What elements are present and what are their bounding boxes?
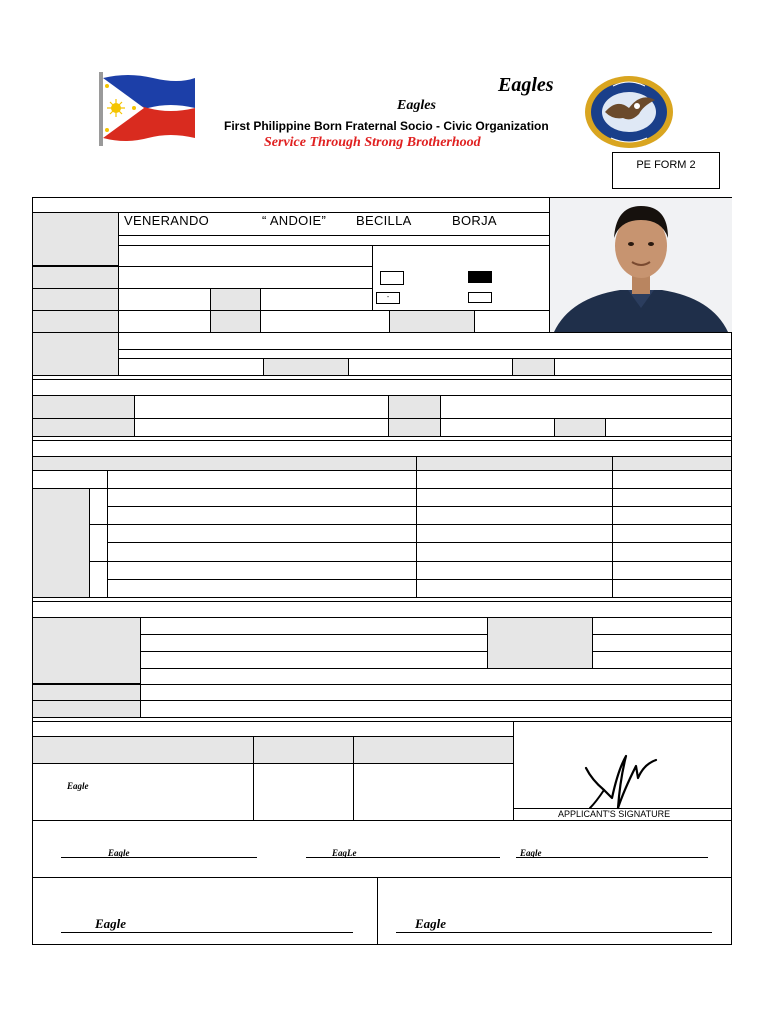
label-sponsor (32, 736, 254, 764)
sponsor-eagle-label: Eagle (67, 781, 89, 791)
education-row[interactable] (107, 470, 732, 489)
label-spouse-occupation (388, 395, 441, 419)
brand-title: Eagles (498, 74, 554, 96)
label-address (32, 266, 119, 289)
section-divider (32, 440, 732, 441)
organization-motto: Service Through Strong Brotherhood (264, 135, 481, 150)
approval-signature-1: Eagle (95, 916, 127, 931)
label-name (32, 212, 119, 266)
middle-name: BECILLA (356, 213, 412, 228)
label-skills (32, 700, 141, 718)
checkbox-male[interactable] (380, 271, 404, 285)
hobbies-field[interactable] (140, 684, 732, 701)
officer-signature-line (61, 857, 257, 858)
address-field[interactable] (118, 245, 373, 267)
brand-subtitle: Eagles (397, 98, 436, 113)
label-spouse-age (554, 418, 606, 437)
label-sponsor-club (253, 736, 354, 764)
last-name: BORJA (452, 213, 497, 228)
office-tel-field[interactable] (348, 358, 513, 376)
signature-caption: APPLICANT'S SIGNATURE (558, 809, 671, 819)
education-level-college (89, 561, 108, 598)
checkbox-female[interactable] (468, 271, 492, 283)
blood-type-field[interactable] (474, 310, 550, 333)
column-divider (416, 470, 417, 598)
address-line-field[interactable] (118, 266, 373, 289)
birthdate-field[interactable] (118, 288, 211, 311)
education-row[interactable] (107, 542, 732, 562)
section-divider (32, 379, 732, 380)
approval-signature-2: Eagle (415, 916, 447, 931)
applicant-photo (549, 198, 732, 333)
label-organization-position (487, 617, 593, 669)
education-row[interactable] (107, 506, 732, 525)
education-row[interactable] (107, 579, 732, 598)
education-row[interactable] (107, 561, 732, 580)
form-code-label: PE FORM 2 (636, 159, 696, 171)
children-field[interactable] (134, 418, 389, 437)
education-row[interactable] (107, 524, 732, 543)
sponsor-club-field[interactable] (253, 763, 354, 821)
organization-name: First Philippine Born Fraternal Socio - Civic Organization (224, 119, 549, 133)
applicant-portrait-icon (550, 198, 732, 332)
applicant-signature-icon (582, 750, 662, 812)
skills-field[interactable] (140, 700, 732, 718)
spouse-occupation-field[interactable] (440, 395, 732, 419)
organization-row[interactable] (140, 634, 488, 652)
spouse-birthdate-field[interactable] (440, 418, 555, 437)
organization-position-row[interactable] (592, 634, 732, 652)
label-spouse (32, 395, 135, 419)
education-row[interactable] (107, 488, 732, 507)
column-divider (612, 470, 613, 598)
organization-row[interactable] (140, 668, 732, 685)
column-divider (377, 877, 378, 944)
first-name: VENERANDO (124, 213, 210, 228)
officer-signature-3: Eagle (520, 848, 542, 858)
occupation-field[interactable] (118, 332, 732, 350)
contact-field[interactable] (118, 310, 211, 333)
label-hobbies (32, 684, 141, 701)
office-address-field[interactable] (118, 358, 264, 376)
approval-signature-line (396, 932, 712, 933)
education-level-elementary (89, 488, 108, 525)
officer-signature-line (306, 857, 500, 858)
education-level-highschool (89, 524, 108, 562)
label-spouse-birthdate (388, 418, 441, 437)
organization-row[interactable] (140, 617, 488, 635)
form-code-box (612, 152, 720, 189)
label-sponsor-position (353, 736, 514, 764)
sponsor-position-field[interactable] (353, 763, 514, 821)
section-divider (32, 877, 732, 878)
section-divider (32, 820, 732, 821)
birthplace-field[interactable] (260, 288, 373, 311)
label-birthplace (210, 288, 261, 311)
organization-position-row[interactable] (592, 617, 732, 635)
officer-signature-line (516, 857, 708, 858)
checkbox-single[interactable] (376, 292, 400, 304)
label-blood-type (389, 310, 475, 333)
checkbox-mark: - (386, 294, 390, 301)
spouse-age-field[interactable] (605, 418, 732, 437)
label-contact (32, 310, 119, 333)
officer-signature-2: EagLe (332, 848, 357, 858)
label-office-tel (263, 358, 349, 376)
label-occupation (32, 332, 119, 376)
organization-position-row[interactable] (592, 651, 732, 669)
sponsor-field[interactable] (32, 763, 254, 821)
email-field[interactable] (260, 310, 390, 333)
label-children (32, 418, 135, 437)
spouse-field[interactable] (134, 395, 389, 419)
approval-signature-line (61, 932, 353, 933)
officer-signature-1: Eagle (108, 848, 130, 858)
position-field[interactable] (554, 358, 732, 376)
label-organizations (32, 617, 141, 684)
label-birthdate (32, 288, 119, 311)
nickname: “ ANDOIE” (262, 213, 327, 228)
section-divider (32, 601, 732, 602)
label-education (32, 488, 90, 598)
philippine-flag-icon (98, 72, 198, 146)
eagles-seal-icon (583, 74, 675, 150)
education-header (32, 456, 732, 471)
organization-row[interactable] (140, 651, 488, 669)
label-email (210, 310, 261, 333)
label-position (512, 358, 555, 376)
checkbox-married[interactable] (468, 292, 492, 303)
